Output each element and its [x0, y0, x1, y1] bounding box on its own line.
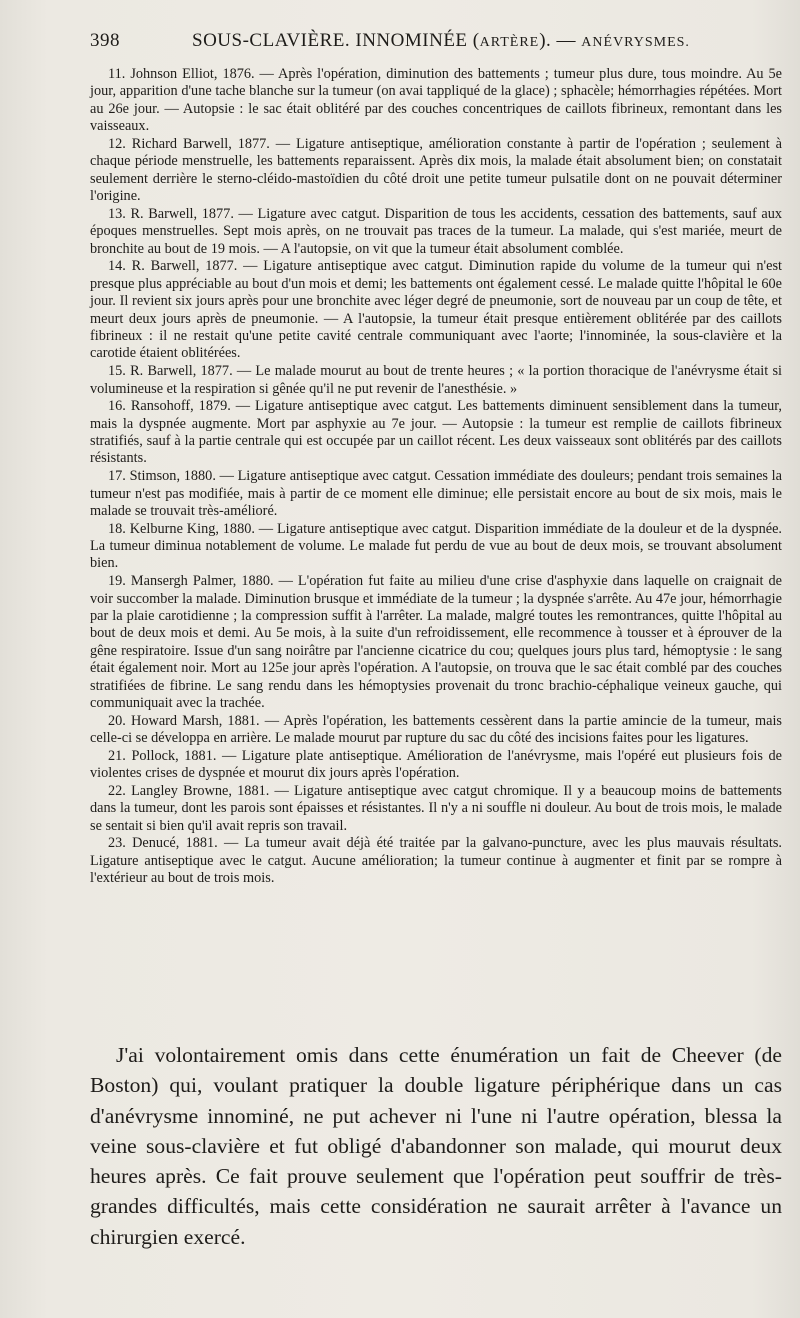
case-text: R. Barwell, 1877. — Ligature avec catgut. Disparition de tous les accidents, cessation des battements, sauf aux époques menstruelles. Sept mois après, on ne trouvait pas traces de la tumeur. La malade, qui s'est mariée, meurt de bronchite au bout de 19 mois. — A l'autopsie, on vit que la tumeur était absolument comblée. — [90, 205, 782, 257]
case-entry — [90, 206, 782, 258]
case-number: 15. — [108, 363, 126, 380]
case-text: Stimson, 1880. — Ligature antiseptique avec catgut. Cessation immédiate des douleurs; pendant trois semaines la tumeur n'est pas modifiée, mais à partir de ce moment elle diminue; elle persistait encore au bout de six mois, mais le malade se trouvait très-amélioré. — [90, 468, 783, 519]
case-text: Kelburne King, 1880. — Ligature antiseptique avec catgut. Disparition immédiate de la douleur et de la dyspnée. La tumeur diminua notablement de volume. Le malade fut perdu de vue au bout de deux mois, se trouvant absolument bien. — [90, 520, 782, 572]
running-title-main: SOUS-CLAVIÈRE. INNOMINÉE ( — [192, 30, 480, 51]
case-entry — [90, 521, 782, 573]
case-number: 18. — [108, 520, 126, 537]
case-entry — [90, 835, 782, 887]
case-number: 21. — [108, 747, 126, 764]
case-entry — [90, 468, 782, 520]
case-number: 19. — [108, 573, 126, 590]
case-number: 12. — [108, 135, 126, 152]
case-entry — [90, 363, 782, 398]
case-entry — [90, 136, 782, 206]
running-title-section: ANÉVRYSMES. — [581, 35, 690, 50]
case-number: 20. — [108, 712, 126, 729]
case-number: 14. — [108, 258, 126, 275]
case-text: Richard Barwell, 1877. — Ligature antiseptique, amélioration constante à partir de l'opération ; seulement à chaque période menstruelle, les battements reparaissent. Après dix mois, la malade était absolument bien; on constatait seulement derrière le sterno-cléido-mastoïdien du côté droit une petite tumeur pulsatile dont on ne pouvait déterminer l'origine. — [90, 135, 783, 205]
case-text: Langley Browne, 1881. — Ligature antiseptique avec catgut chromique. Il y a beaucoup moins de battements dans la tumeur, dont les parois sont épaisses et résistantes. Il n'y a ni souffle ni douleur. Au bout de trois mois, le malade se sentait si bien qu'il avait repris son travail. — [90, 782, 782, 834]
case-number: 11. — [108, 66, 126, 82]
case-entry — [90, 258, 782, 362]
case-entry — [90, 66, 782, 136]
case-number: 16. — [108, 398, 126, 415]
case-text: Denucé, 1881. — La tumeur avait déjà été traitée par la galvano-puncture, avec les plus mauvais résultats. Ligature antiseptique avec le catgut. Aucune amélioration; la tumeur continue à augmenter et finit par se rompre à l'extérieur au bout de trois mois. — [90, 835, 782, 887]
case-number: 23. — [108, 835, 126, 852]
case-number: 13. — [108, 205, 126, 222]
case-text: R. Barwell, 1877. — Ligature antiseptique avec catgut. Diminution rapide du volume de la tumeur qui n'est presque plus appréciable au bout d'un mois et demi; les battements ont également cessé. Le malade quitte l'hôpital le 60e jour. Il revient six jours après pour une bronchite avec léger degré de pneumonie, sort de nouveau par un coup de tête, et meurt deux jours après de pneumonie. — A l'autopsie, la tumeur était presque entièrement oblitérée par des caillots fibrineux : il ne restait qu'une petite cavité centrale communiquant avec l'aorte; l'innominée, la sous-clavière et la carotide étaient oblitérées. — [90, 258, 782, 362]
running-title-separator: ). — — [539, 30, 582, 51]
case-entry — [90, 398, 782, 468]
case-text: Ransohoff, 1879. — Ligature antiseptique avec catgut. Les battements diminuent sensiblement dans la tumeur, mais la dyspnée augmente. Mort par asphyxie au 7e jour. — Autopsie : la tumeur est remplie de caillots fibrineux stratifiés, sauf à la partie centrale qui est occupée par un caillot récent. Les deux vaisseaux sont oblitérés par des caillots résistants. — [90, 398, 783, 467]
case-entry — [90, 748, 782, 783]
page-number: 398 — [90, 30, 120, 51]
case-number: 22. — [108, 782, 126, 799]
case-entry — [90, 573, 782, 712]
closing-paragraph: J'ai volontairement omis dans cette énumération un fait de Cheever (de Boston) qui, voulant pratiquer la double ligature périphérique dans un cas d'anévrysme innominé, ne put achever ni l'une ni l'autre opération, blessa la veine sous-clavière et fut obligé d'abandonner son malade, qui mourut deux heures après. Ce fait prouve seulement que l'opération peut souffrir de très-grandes difficultés, mais cette considération ne saurait arrêter à l'avance un chirurgien exercé. — [90, 1043, 782, 1249]
case-entry — [90, 713, 782, 748]
case-number: 17. — [108, 468, 126, 485]
running-title-artere: ARTÈRE — [479, 35, 540, 50]
case-text: Mansergh Palmer, 1880. — L'opération fut faite au milieu d'une crise d'asphyxie dans laquelle on craignait de voir succomber la malade. Diminution brusque et immédiate de la tumeur ; la dyspnée s'arrête. Au 47e jour, hémorrhagie par la plaie carotidienne ; la compression suffit à l'arrêter. La malade, malgré toutes les remontrances, quitte l'hôpital au bout de deux mois et demi. Au 5e mois, à la suite d'un refroidissement, elle recommence à tousser et à éprouver de la gêne respiratoire. Issue d'un sang noirâtre par l'ancienne cicatrice du cou; quelques jours plus tard, hémoptysie : le sang était également noir. Mort au 125e jour après l'opération. A l'autopsie, on trouva que le sac était comblé par des couches stratifiées de fibrine. Le sang rendu dans les hémoptysies provenait du tronc brachio-céphalique veineux gauche, qui communiquait avec la trachée. — [90, 573, 782, 711]
case-list — [90, 66, 782, 888]
running-header — [90, 30, 760, 60]
case-text: Pollock, 1881. — Ligature plate antiseptique. Amélioration de l'anévrysme, mais l'opéré eut plusieurs fois de violentes crises de dyspnée et mourut dix jours après l'opération. — [90, 747, 783, 782]
case-text: R. Barwell, 1877. — Le malade mourut au bout de trente heures ; « la portion thoracique de l'anévrysme était si volumineuse et la respiration si gênée qu'il ne put revenir de l'anesthésie. » — [90, 363, 783, 397]
running-title — [192, 30, 690, 52]
case-text: Johnson Elliot, 1876. — Après l'opération, diminution des battements ; tumeur plus dure, tous moindre. Au 5e jour, apparition d'une tache blanche sur la tumeur (on avai tappliqué de la glace) ; sphacèle; hémorrhagies répétées. Mort au 26e jour. — Autopsie : le sac était oblitéré par des couches concentriques de caillots fibrineux, remontant dans les vaisseaux. — [90, 66, 783, 135]
case-entry — [90, 783, 782, 835]
case-text: Howard Marsh, 1881. — Après l'opération, les battements cessèrent dans la partie amincie de la tumeur, mais celle-ci se développa en arrière. Le malade mourut par rupture du sac du côté des incisions faites pour les ligatures. — [90, 712, 782, 747]
